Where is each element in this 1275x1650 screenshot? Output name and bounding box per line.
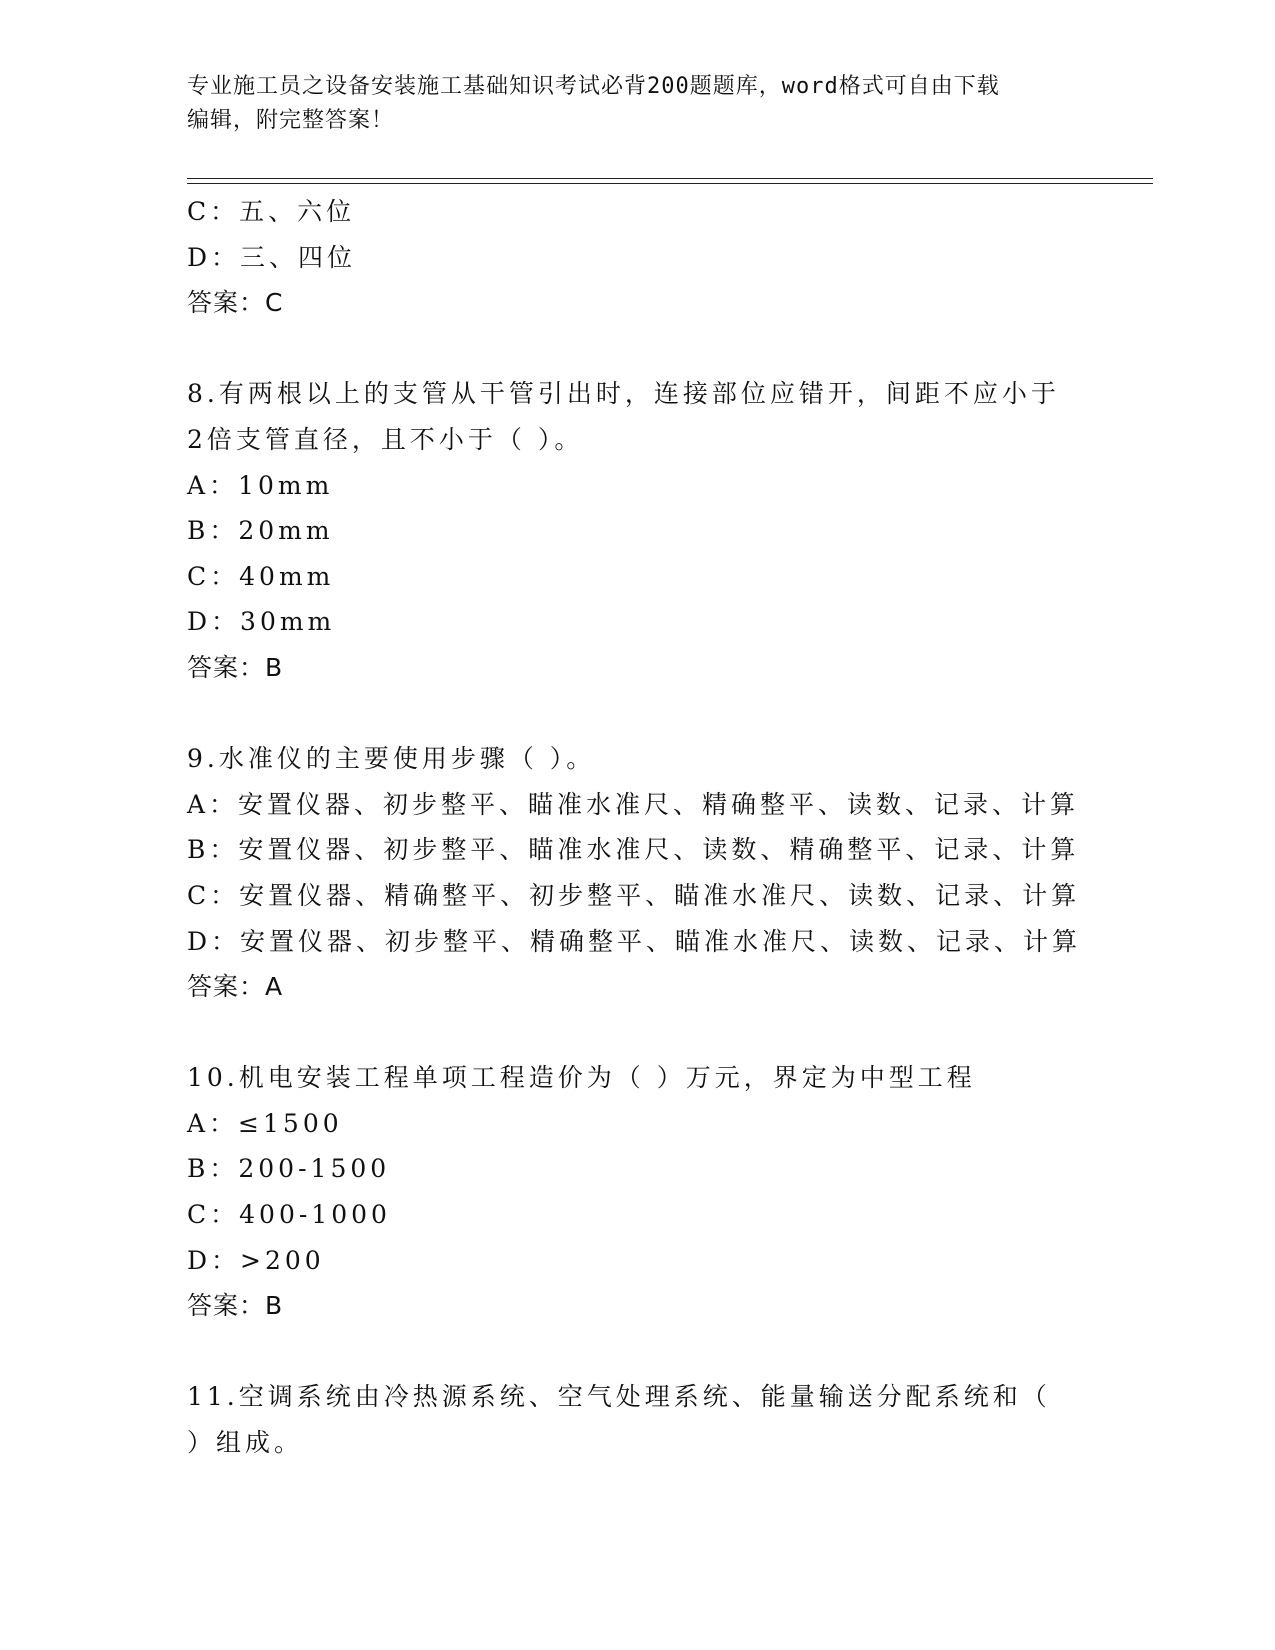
question-11	[187, 1374, 1087, 1465]
question-10	[187, 1055, 1087, 1329]
spacer	[187, 691, 1087, 737]
document-body	[187, 189, 1087, 1466]
option-c: C：40mm	[187, 561, 335, 591]
question-stem: 11.空调系统由冷热源系统、空气处理系统、能量输送分配系统和（	[187, 1382, 1051, 1412]
option-a: A：10mm	[187, 470, 334, 500]
option-d: D：安置仪器、初步整平、精确整平、瞄准水准尺、读数、记录、计算	[187, 926, 1082, 956]
spacer	[187, 1010, 1087, 1056]
spacer	[187, 326, 1087, 372]
question-8	[187, 371, 1087, 690]
answer: 答案：B	[187, 652, 284, 682]
option-d: D：30mm	[187, 607, 336, 637]
question-stem: 10.机电安装工程单项工程造价为（ ）万元，界定为中型工程	[187, 1063, 976, 1093]
option-a: A：≤1500	[187, 1108, 343, 1138]
answer: 答案：A	[187, 972, 284, 1002]
option-b: B：200-1500	[187, 1154, 391, 1184]
header-divider-bottom	[187, 183, 1153, 184]
question-stem: 8.有两根以上的支管从干管引出时，连接部位应错开，间距不应小于	[187, 379, 1060, 409]
option-d: D：三、四位	[187, 242, 357, 272]
header-title-line-2: 编辑，附完整答案！	[187, 108, 395, 133]
question-7-tail	[187, 189, 1087, 326]
header-divider-top	[187, 178, 1153, 179]
option-a: A：安置仪器、初步整平、瞄准水准尺、精确整平、读数、记录、计算	[187, 789, 1080, 819]
header-title-line-1: 专业施工员之设备安装施工基础知识考试必背200题题库，word格式可自由下载	[187, 74, 1000, 99]
answer: 答案：C	[187, 288, 284, 318]
option-c: C：400-1000	[187, 1200, 391, 1230]
option-c: C：五、六位	[187, 197, 356, 226]
question-stem: 9.水准仪的主要使用步骤（ ）。	[187, 744, 596, 774]
question-stem-continued: ）组成。	[187, 1428, 304, 1458]
question-stem-continued: 2倍支管直径，且不小于（ ）。	[187, 424, 584, 454]
spacer	[187, 1329, 1087, 1375]
option-b: B：安置仪器、初步整平、瞄准水准尺、读数、精确整平、记录、计算	[187, 835, 1080, 865]
option-b: B：20mm	[187, 516, 334, 546]
document-header	[187, 70, 1067, 138]
question-9	[187, 736, 1087, 1010]
option-d: D：>200	[187, 1245, 325, 1275]
answer: 答案：B	[187, 1291, 284, 1321]
option-c: C：安置仪器、精确整平、初步整平、瞄准水准尺、读数、记录、计算	[187, 880, 1081, 910]
